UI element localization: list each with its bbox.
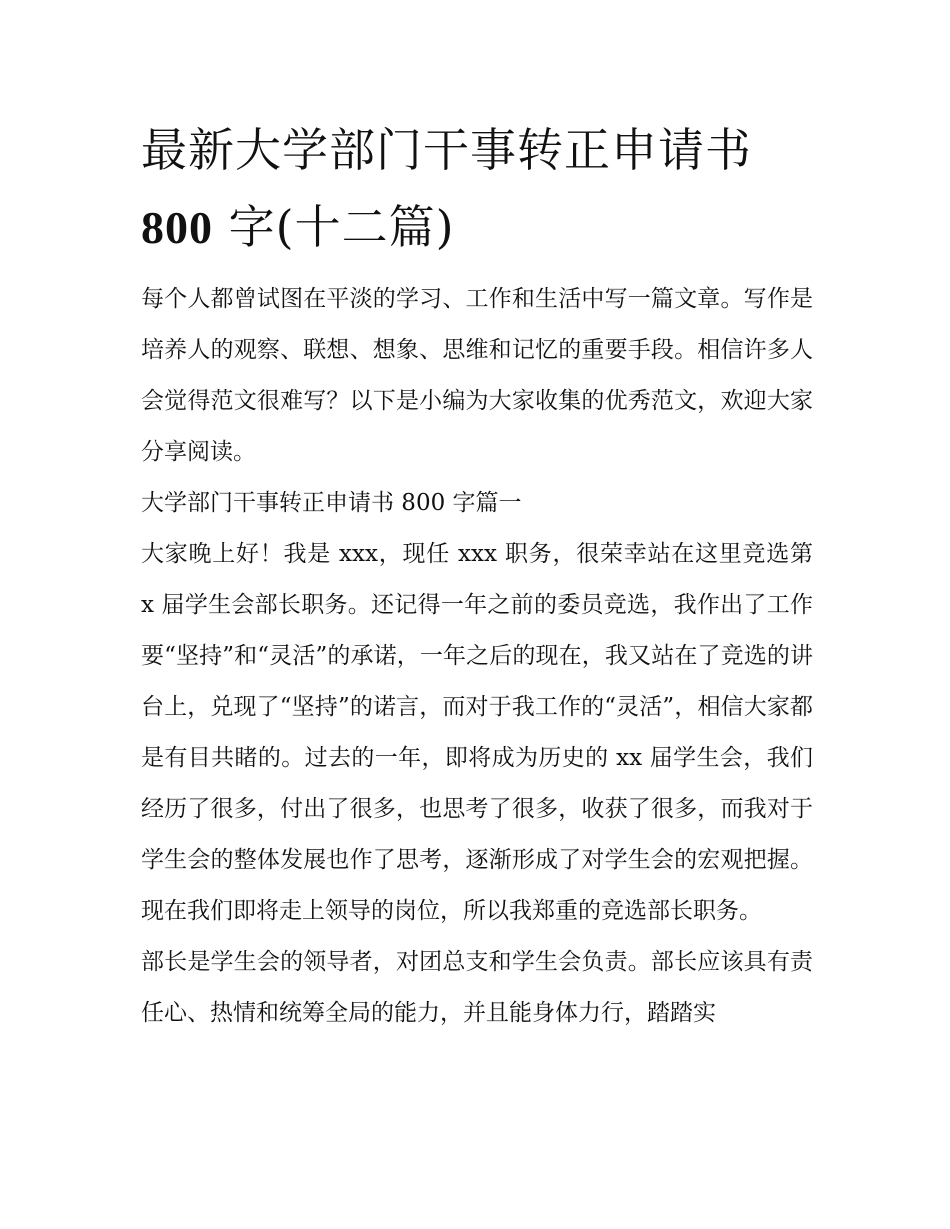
body-paragraph: 部长是学生会的领导者，对团总支和学生会负责。部长应该具有责任心、热情和统筹全局的能力，并且能身体力行，踏踏实: [141, 949, 813, 1026]
title-suffix: 字(十二篇): [213, 200, 455, 254]
document-body: [141, 274, 813, 1039]
title-line-1: 最新大学部门干事转正申请书: [141, 123, 752, 177]
section-heading: 大学部门干事转正申请书 800 字篇一: [141, 490, 522, 516]
body-paragraph: 大家晚上好！我是 xxx，现任 xxx 职务，很荣幸站在这里竞选第 x 届学生会部长职务。还记得一年之前的委员竞选，我作出了工作要“坚持”和“灵活”的承诺，一年之后的现在，我又站在了竞选的讲台上，兑现了“坚持”的诺言，而对于我工作的“灵活”，相信大家都是有目共睹的。过去的一年，即将成为历史的 xx 届学生会，我们经历了很多，付出了很多，也思考了很多，收获了很多，而我对于学生会的整体发展也作了思考，逐渐形成了对学生会的宏观把握。现在我们即将走上领导的岗位，所以我郑重的竞选部长职务。: [141, 541, 813, 924]
intro-paragraph: 每个人都曾试图在平淡的学习、工作和生活中写一篇文章。写作是培养人的观察、联想、想象、思维和记忆的重要手段。相信许多人会觉得范文很难写？以下是小编为大家收集的优秀范文，欢迎大家分享阅读。: [141, 286, 813, 465]
document-content: [141, 112, 813, 1039]
document-title: [141, 112, 813, 266]
title-number: 800: [141, 202, 213, 253]
title-line-2: [141, 189, 813, 266]
